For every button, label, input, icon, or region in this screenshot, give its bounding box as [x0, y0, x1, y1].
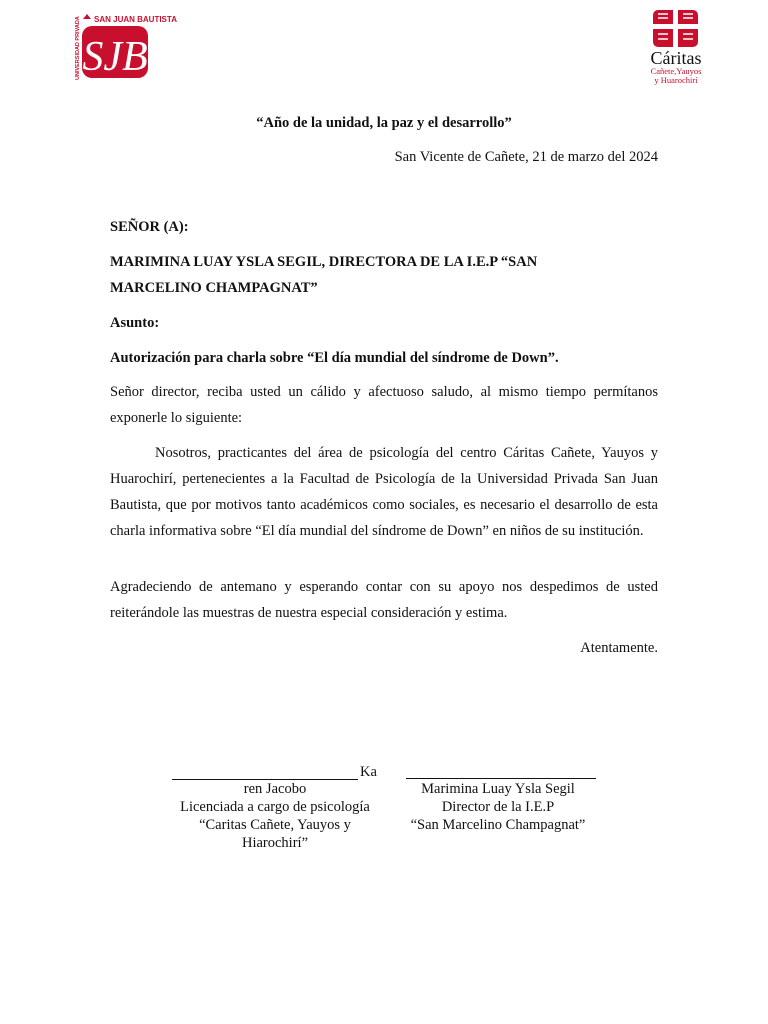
sjb-logo	[72, 14, 177, 84]
sjb-top-text: SAN JUAN BAUTISTA	[94, 15, 177, 24]
signature-right-name: Marimina Luay Ysla Segil	[421, 781, 575, 797]
paragraph-greeting: Señor director, reciba usted un cálido y afectuoso saludo, al mismo tiempo permítanos exponerle lo siguiente:	[110, 384, 658, 426]
caritas-name: Cáritas	[650, 48, 702, 68]
place-date: San Vicente de Cañete, 21 de marzo del 2024	[394, 149, 658, 165]
signature-left-role: Licenciada a cargo de psicología	[180, 799, 370, 815]
paragraph-body: Nosotros, practicantes del área de psicología del centro Cáritas Cañete, Yauyos y Huarochirí, pertenecientes a la Facultad de Psicología de la Universidad Privada San Juan Bautista, que por motivos tanto académicos como sociales, es necesario el desarrollo de esta charla informativa sobre “El día mundial del síndrome de Down” en niños de su institución.	[110, 445, 658, 539]
signature-right	[398, 762, 598, 834]
recipient-line-2: MARCELINO CHAMPAGNAT”	[110, 280, 318, 296]
sjb-monogram: SJB	[82, 34, 148, 80]
subject-label: Asunto:	[110, 315, 160, 331]
signature-right-role: Director de la I.E.P	[441, 799, 555, 815]
signature-line-left	[172, 779, 358, 780]
sjb-logo-mark	[72, 14, 177, 84]
paragraph-closing: Agradeciendo de antemano y esperando contar con su apoyo nos despedimos de usted reiterándole las muestras de nuestra especial consideración y estima.	[110, 579, 658, 621]
cross-icon	[653, 10, 698, 47]
signature-right-org: “San Marcelino Champagnat”	[410, 817, 586, 833]
signature-left	[172, 762, 378, 852]
signature-line-right	[406, 778, 596, 779]
salutation: SEÑOR (A):	[110, 219, 189, 235]
caritas-logo	[636, 8, 716, 86]
sjb-side-text: UNIVERSIDAD PRIVADA	[75, 16, 81, 80]
signature-left-org-2: Hiarochirí”	[241, 835, 309, 851]
signature-left-name: ren Jacobo	[243, 781, 307, 797]
motto: “Año de la unidad, la paz y el desarrollo”	[256, 115, 512, 131]
signature-left-org: “Caritas Cañete, Yauyos y	[199, 817, 351, 833]
sjb-roof-icon	[83, 14, 91, 19]
caritas-logo-mark	[636, 8, 716, 86]
caritas-subtitle-2: y Huarochirí	[654, 75, 698, 85]
recipient-line-1: MARIMINA LUAY YSLA SEGIL, DIRECTORA DE LA I.E.P “SAN	[110, 254, 538, 270]
subject-text: Autorización para charla sobre “El día mundial del síndrome de Down”.	[110, 350, 559, 366]
caritas-subtitle-1: Cañete,Yauyos	[650, 66, 702, 76]
signature-line-suffix: Ka	[360, 764, 377, 780]
closing: Atentamente.	[580, 640, 658, 656]
